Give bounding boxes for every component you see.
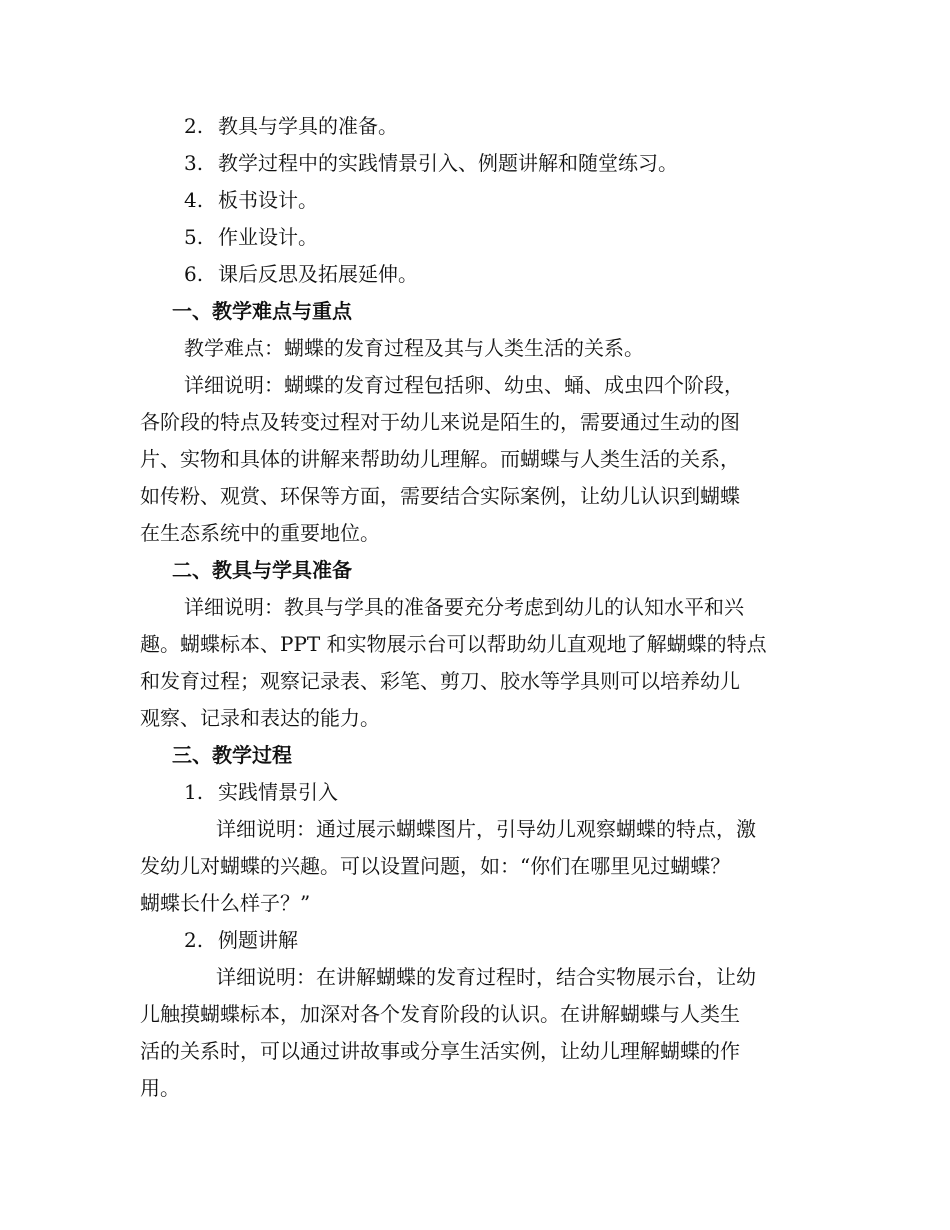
paragraph-line: 蝴蝶长什么样子？” [140,891,311,915]
list-number: 2. [184,114,204,138]
paragraph-line: 儿触摸蝴蝶标本，加深对各个发育阶段的认识。在讲解蝴蝶与人类生 [140,1002,740,1026]
list-item [140,145,820,182]
paragraph-line: 趣。蝴蝶标本、PPT 和实物展示台可以帮助幼儿直观地了解蝴蝶的特点 [140,632,767,656]
list-item [140,256,820,293]
list-number: 2. [184,928,204,952]
paragraph-line: 详细说明：通过展示蝴蝶图片，引导幼儿观察蝴蝶的特点，激 [216,817,756,841]
paragraph-line: 如传粉、观赏、环保等方面，需要结合实际案例，让幼儿认识到蝴蝶 [140,484,740,508]
list-number: 4. [184,188,204,212]
list-number: 5. [184,225,204,249]
subsection-text: 例题讲解 [218,928,298,952]
list-number: 3. [184,151,204,175]
list-text: 课后反思及拓展延伸。 [218,262,418,286]
paragraph-line: 各阶段的特点及转变过程对于幼儿来说是陌生的，需要通过生动的图 [140,410,740,434]
list-text: 板书设计。 [218,188,318,212]
paragraph-line: 和发育过程；观察记录表、彩笔、剪刀、胶水等学具则可以培养幼儿 [140,669,740,693]
list-number: 6. [184,262,204,286]
subsection-title [140,922,820,959]
paragraph-line: 在生态系统中的重要地位。 [140,521,380,545]
paragraph-line: 用。 [140,1076,180,1100]
list-text: 作业设计。 [218,225,318,249]
list-item [140,108,820,145]
paragraph-line: 详细说明：在讲解蝴蝶的发育过程时，结合实物展示台，让幼 [216,965,756,989]
section-heading: 二、教具与学具准备 [172,558,352,582]
section-heading: 一、教学难点与重点 [172,299,352,323]
list-text: 教学过程中的实践情景引入、例题讲解和随堂练习。 [218,151,678,175]
list-text: 教具与学具的准备。 [218,114,398,138]
paragraph-line: 教学难点：蝴蝶的发育过程及其与人类生活的关系。 [184,336,644,360]
subsection-text: 实践情景引入 [218,780,338,804]
list-item [140,219,820,256]
paragraph-line: 片、实物和具体的讲解来帮助幼儿理解。而蝴蝶与人类生活的关系， [140,447,740,471]
list-item [140,182,820,219]
list-number: 1. [184,780,204,804]
paragraph-line: 详细说明：蝴蝶的发育过程包括卵、幼虫、蛹、成虫四个阶段， [184,373,744,397]
paragraph-line: 详细说明：教具与学具的准备要充分考虑到幼儿的认知水平和兴 [184,595,744,619]
document-page [140,108,820,1107]
paragraph-line: 活的关系时，可以通过讲故事或分享生活实例，让幼儿理解蝴蝶的作 [140,1039,740,1063]
paragraph-line: 发幼儿对蝴蝶的兴趣。可以设置问题，如：“你们在哪里见过蝴蝶？ [140,854,731,878]
subsection-title [140,774,820,811]
paragraph-line: 观察、记录和表达的能力。 [140,706,380,730]
section-heading: 三、教学过程 [172,743,292,767]
